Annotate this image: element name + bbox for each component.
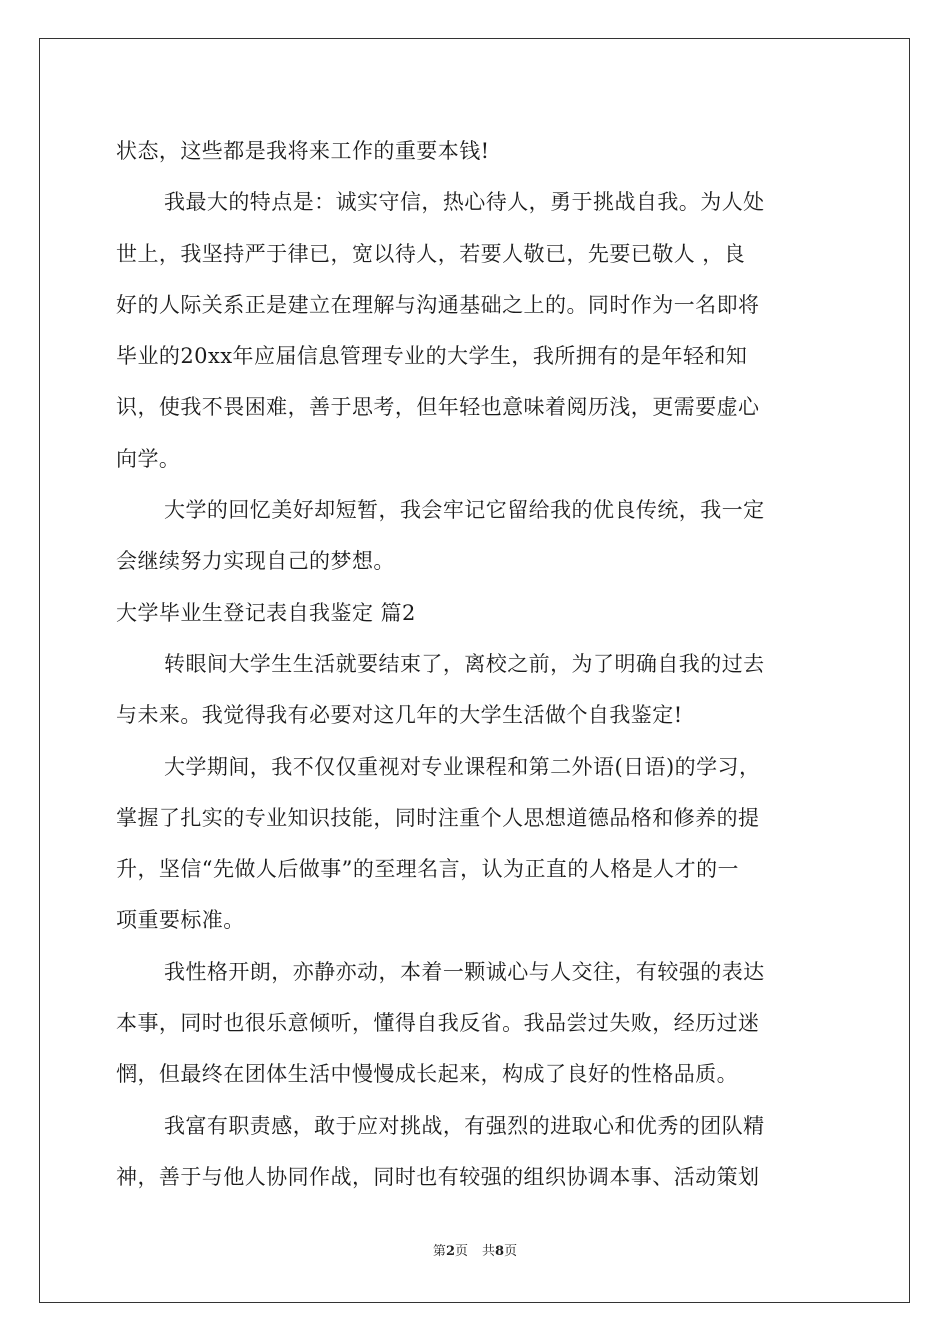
text-line: 向学。 [116, 446, 181, 471]
text-line: 神，善于与他人协同作战，同时也有较强的组织协调本事、活动策划 [116, 1164, 760, 1189]
document-body [116, 126, 836, 1203]
page-prefix: 第 [432, 1244, 446, 1259]
text-line: 毕业的20xx年应届信息管理专业的大学生，我所拥有的是年轻和知 [116, 344, 748, 369]
text-line: 大学的回忆美好却短暂，我会牢记它留给我的优良传统，我一定 [164, 498, 765, 523]
text-line: 好的人际关系正是建立在理解与沟通基础之上的。同时作为一名即将 [116, 292, 760, 317]
page-suffix: 页 [454, 1244, 468, 1259]
text-line: 惘，但最终在团体生活中慢慢成长起来，构成了良好的性格品质。 [116, 1062, 739, 1087]
text-line: 转眼间大学生生活就要结束了，离校之前，为了明确自我的过去 [164, 651, 765, 676]
text-line: 识，使我不畏困难，善于思考，但年轻也意味着阅历浅，更需要虚心 [116, 395, 760, 420]
text-line: 世上，我坚持严于律已，宽以待人，若要人敬已，先要已敬人 ，良 [116, 241, 746, 266]
text-line: 掌握了扎实的专业知识技能，同时注重个人思想道德品格和修养的提 [116, 805, 760, 830]
total-page-number: 8 [495, 1244, 505, 1259]
page-footer [0, 1240, 950, 1259]
text-line: 我最大的特点是：诚实守信，热心待人，勇于挑战自我。为人处 [164, 190, 765, 215]
total-suffix: 页 [504, 1244, 518, 1259]
text-line: 与未来。我觉得我有必要对这几年的大学生活做个自我鉴定! [116, 703, 683, 728]
text-line: 状态，这些都是我将来工作的重要本钱! [116, 139, 490, 163]
text-line: 大学期间，我不仅仅重视对专业课程和第二外语(日语)的学习， [164, 754, 761, 779]
text-line: 我富有职责感，敢于应对挑战，有强烈的进取心和优秀的团队精 [164, 1113, 765, 1138]
text-line: 本事，同时也很乐意倾听，懂得自我反省。我品尝过失败，经历过迷 [116, 1011, 760, 1036]
text-line: 会继续努力实现自己的梦想。 [116, 549, 395, 574]
total-prefix: 共 [482, 1244, 496, 1259]
current-page-number: 2 [445, 1244, 455, 1259]
section-heading: 大学毕业生登记表自我鉴定 篇2 [116, 600, 416, 625]
text-line: 项重要标准。 [116, 908, 245, 933]
text-line: 我性格开朗，亦静亦动，本着一颗诚心与人交往，有较强的表达 [164, 959, 765, 984]
text-line: 升，坚信“先做人后做事”的至理名言，认为正直的人格是人才的一 [116, 857, 739, 882]
